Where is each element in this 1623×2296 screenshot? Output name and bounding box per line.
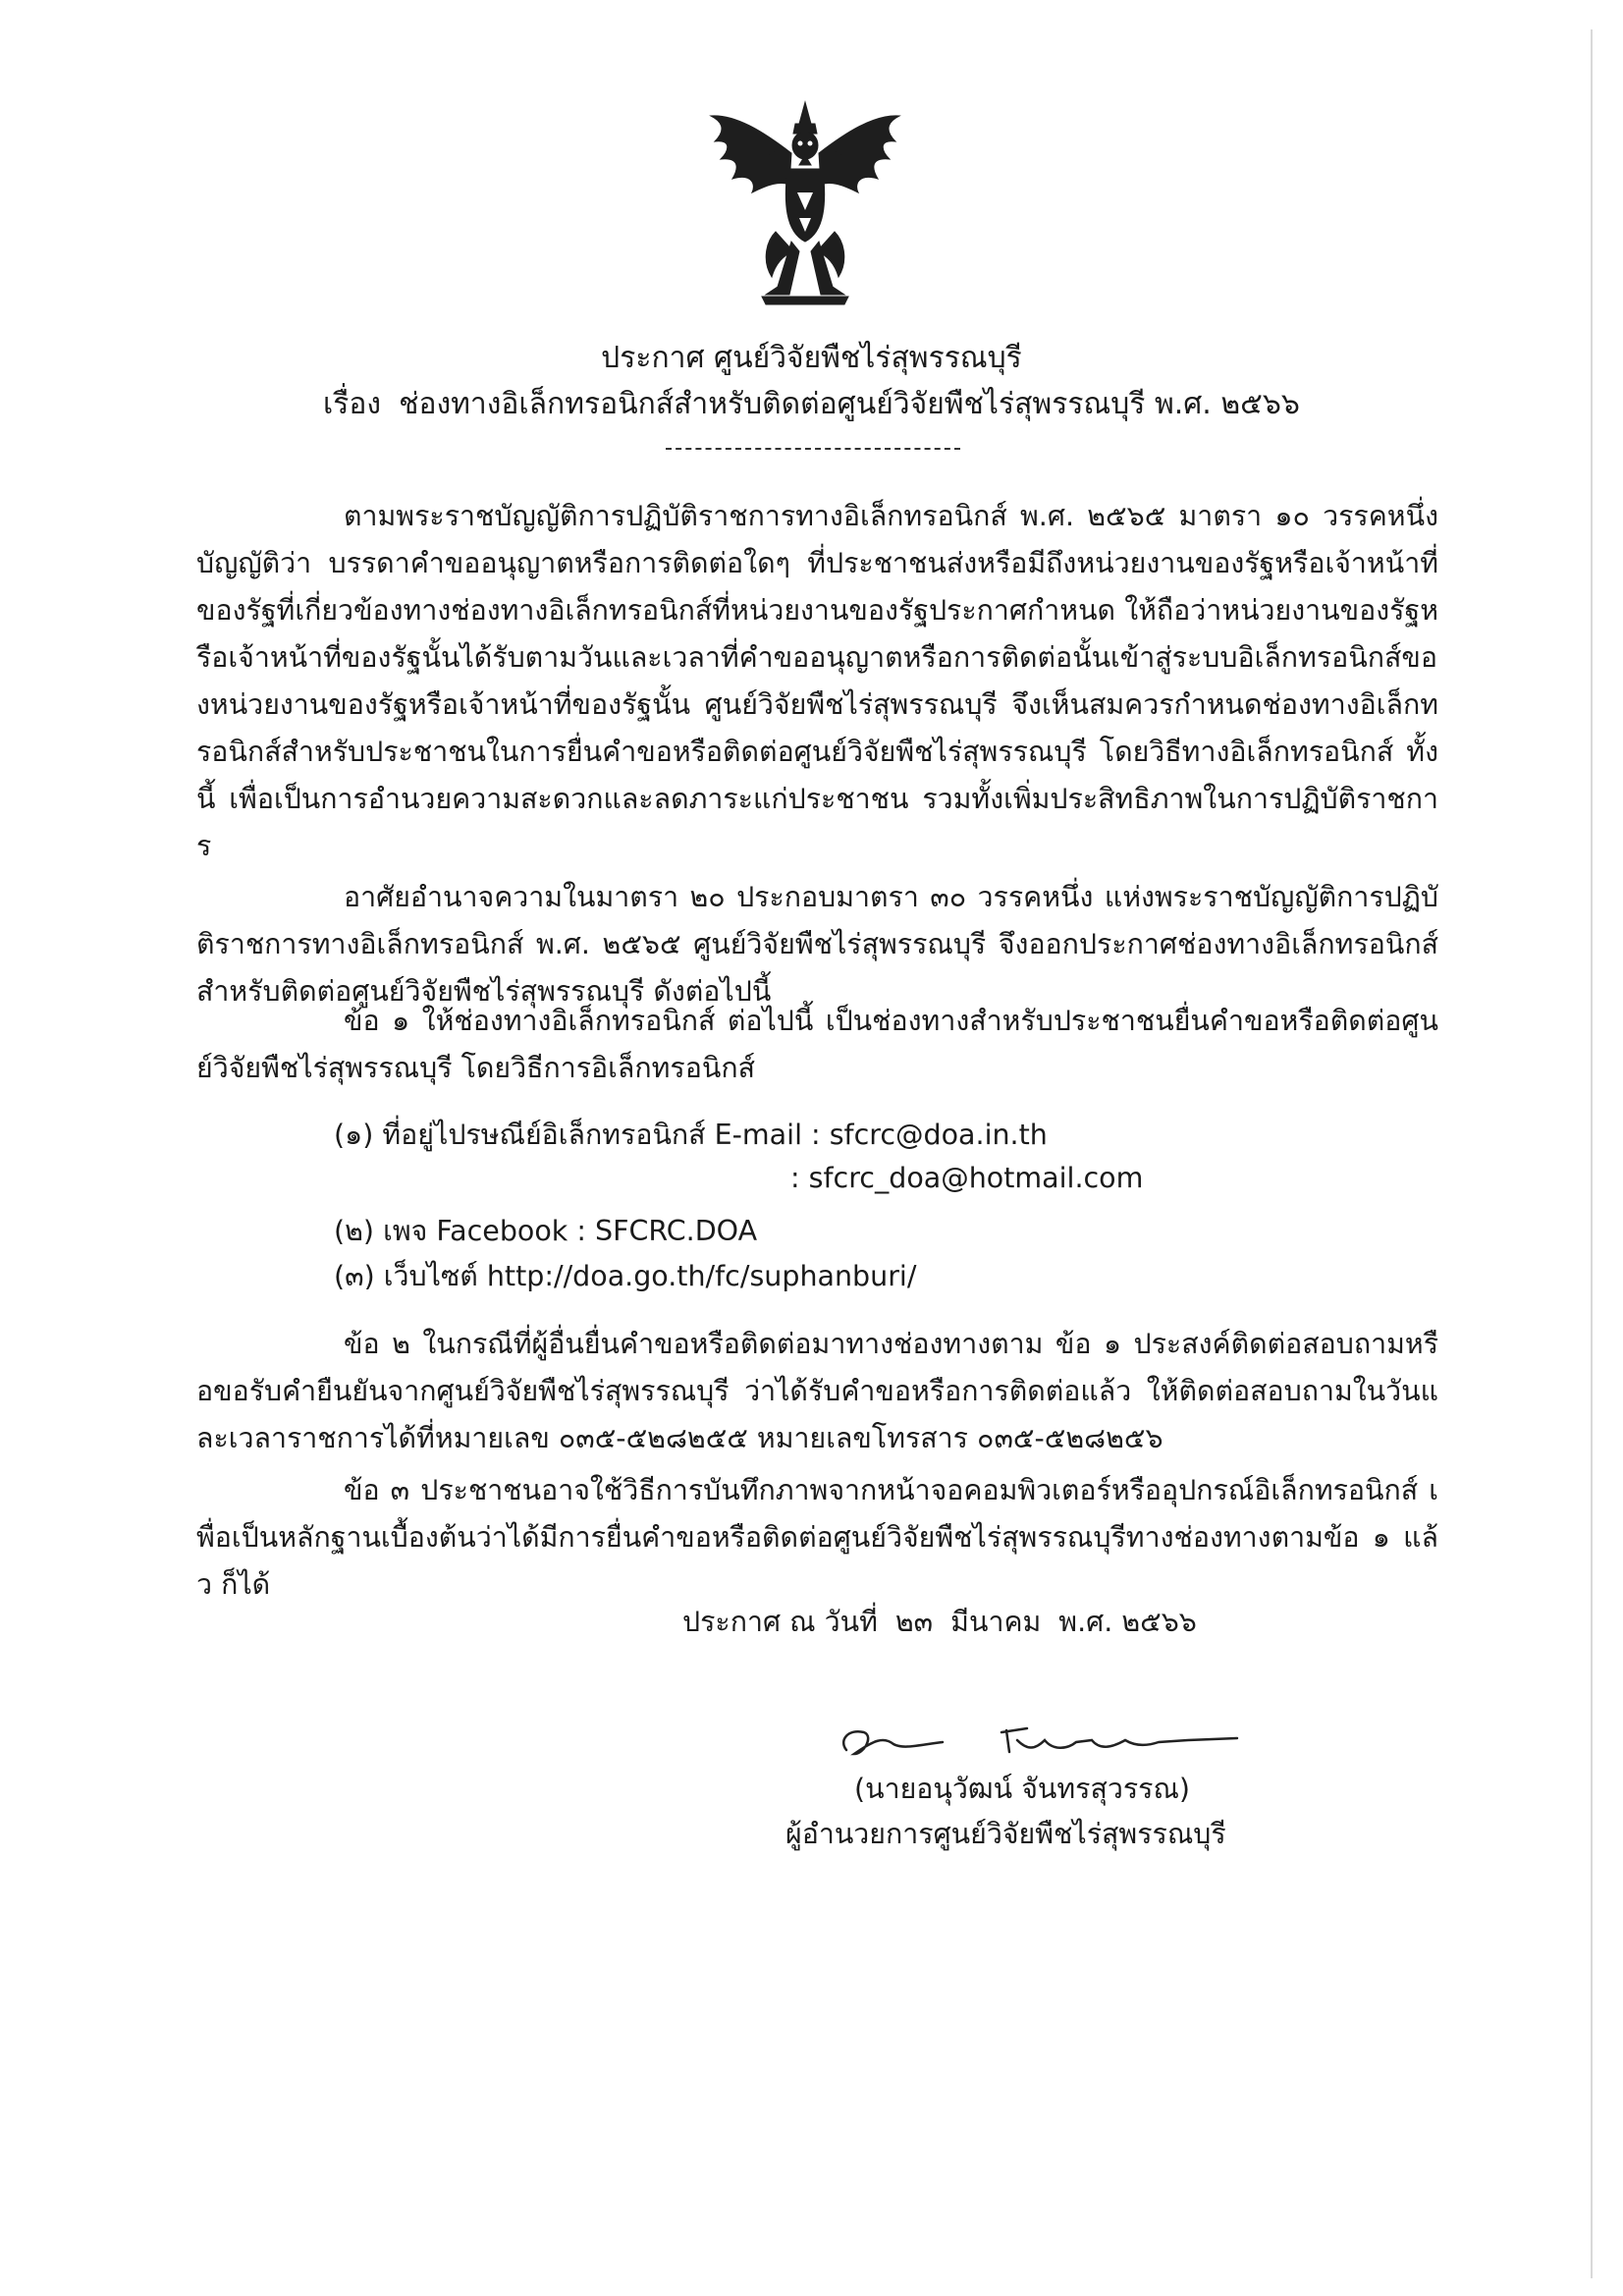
date-month: มีนาคม xyxy=(950,1606,1042,1638)
subject-label: เรื่อง xyxy=(323,387,382,421)
channel-email: (๑) ที่อยู่ไปรษณีย์อิเล็กทรอนิกส์ E-mail : sfcrc@doa.in.th xyxy=(334,1119,1048,1151)
channel-facebook: (๒) เพจ Facebook : SFCRC.DOA xyxy=(334,1215,758,1247)
date-day: ๒๓ xyxy=(894,1606,934,1638)
channel-website: (๓) เว็บไซต์ http://doa.go.th/fc/suphanburi/ xyxy=(334,1260,917,1292)
paragraph-clause-3: ข้อ ๓ ประชาชนอาจใช้วิธีการบันทึกภาพจากหน้าจอคอมพิวเตอร์หรืออุปกรณ์อิเล็กทรอนิกส์ เพื่อเป็นหลักฐานเบื้องต้นว่าได้มีการยื่นคำขอหรือติดต่อศูนย์วิจัยพืชไร่สุพรรณบุรีทางช่องทางตามข้อ ๑ แล้ว ก็ได้ xyxy=(196,1474,1438,1601)
subject-text: ช่องทางอิเล็กทรอนิกส์สำหรับติดต่อศูนย์วิจัยพืชไร่สุพรรณบุรี พ.ศ. ๒๕๖๖ xyxy=(399,387,1300,421)
announcement-date xyxy=(682,1601,1215,1644)
announcement-subject xyxy=(0,385,1623,424)
announcement-title: ประกาศ ศูนย์วิจัยพืชไร่สุพรรณบุรี xyxy=(601,341,1022,375)
signer-title: ผู้อำนวยการศูนย์วิจัยพืชไร่สุพรรณบุรี xyxy=(785,1818,1226,1850)
signature-icon xyxy=(835,1711,1247,1770)
channel-email-alt: : sfcrc_doa@hotmail.com xyxy=(790,1162,1144,1194)
paragraph-legal-basis: ตามพระราชบัญญัติการปฏิบัติราชการทางอิเล็กทรอนิกส์ พ.ศ. ๒๕๖๕ มาตรา ๑๐ วรรคหนึ่ง บัญญัติว่า บรรดาคำขออนุญาตหรือการติดต่อใดๆ ที่ประชาชนส่งหรือมีถึงหน่วยงานของรัฐหรือเจ้าหน้าที่ของรัฐที่เกี่ยวข้องทางช่องทางอิเล็กทรอนิกส์ที่หน่วยงานของรัฐประกาศกำหนด ให้ถือว่าหน่วยงานของรัฐหรือเจ้าหน้าที่ของรัฐนั้นได้รับตามวันและเวลาที่คำขออนุญาตหรือการติดต่อนั้นเข้าสู่ระบบอิเล็กทรอนิกส์ของหน่วยงานของรัฐหรือเจ้าหน้าที่ของรัฐนั้น ศูนย์วิจัยพืชไร่สุพรรณบุรี จึงเห็นสมควรกำหนดช่องทางอิเล็กทรอนิกส์สำหรับประชาชนในการยื่นคำขอหรือติดต่อศูนย์วิจัยพืชไร่สุพรรณบุรี โดยวิธีทางอิเล็กทรอนิกส์ ทั้งนี้ เพื่อเป็นการอำนวยความสะดวกและลดภาระแก่ประชาชน รวมทั้งเพิ่มประสิทธิภาพในการปฏิบัติราชการ xyxy=(196,500,1438,862)
date-year: พ.ศ. ๒๕๖๖ xyxy=(1058,1606,1197,1638)
paragraph-authority: อาศัยอำนาจความในมาตรา ๒๐ ประกอบมาตรา ๓๐ วรรคหนึ่ง แห่งพระราชบัญญัติการปฏิบัติราชการทางอิเล็กทรอนิกส์ พ.ศ. ๒๕๖๕ ศูนย์วิจัยพืชไร่สุพรรณบุรี จึงออกประกาศช่องทางอิเล็กทรอนิกส์สำหรับติดต่อศูนย์วิจัยพืชไร่สุพรรณบุรี ดังต่อไปนี้ xyxy=(196,881,1438,1008)
paragraph-clause-1: ข้อ ๑ ให้ช่องทางอิเล็กทรอนิกส์ ต่อไปนี้ เป็นช่องทางสำหรับประชาชนยื่นคำขอหรือติดต่อศูนย์วิจัยพืชไร่สุพรรณบุรี โดยวิธีการอิเล็กทรอนิกส์ xyxy=(196,1005,1438,1084)
signer-name: (นายอนุวัฒน์ จันทรสุวรรณ) xyxy=(854,1773,1191,1805)
title-divider xyxy=(666,448,960,450)
paragraph-clause-2: ข้อ ๒ ในกรณีที่ผู้อื่นยื่นคำขอหรือติดต่อมาทางช่องทางตาม ข้อ ๑ ประสงค์ติดต่อสอบถามหรือขอรับคำยืนยันจากศูนย์วิจัยพืชไร่สุพรรณบุรี ว่าได้รับคำขอหรือการติดต่อแล้ว ให้ติดต่อสอบถามในวันและเวลาราชการได้ที่หมายเลข ๐๓๕-๕๒๘๒๕๕ หมายเลขโทรสาร ๐๓๕-๕๒๘๒๕๖ xyxy=(196,1328,1438,1454)
date-prefix: ประกาศ ณ วันที่ xyxy=(682,1606,878,1638)
garuda-emblem-icon xyxy=(707,94,903,320)
